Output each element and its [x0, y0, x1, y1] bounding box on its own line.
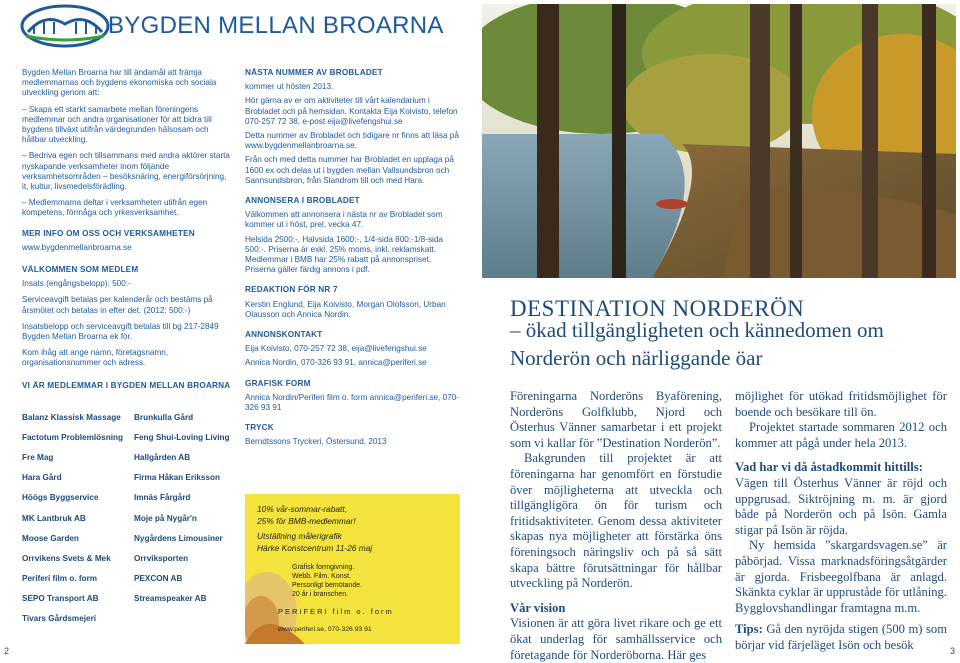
ad-small-4: 20 år i branschen. [292, 591, 349, 598]
more-info-heading: MER INFO OM OSS OCH VERKSAMHETEN [22, 228, 195, 238]
article-column-1 [510, 389, 722, 663]
page-subtitle-1: – ökad tillgängligheten och kännedomen om [510, 318, 884, 342]
list-item [22, 569, 237, 589]
members-heading: VI ÄR MEDLEMMAR I BYGDEN MELLAN BROARNA [22, 380, 231, 390]
next-issue-p3: Detta nummer av Brobladet och tidigare nr finns att läsa på www.bygdenmellanbroarna.se. [245, 131, 459, 151]
lake-forest-photo [482, 4, 956, 278]
article-paragraph: Bakgrunden till projektet är att föreningarna har genomfört en förstudie över möjligheterna att utveckla och tillgängligöra ön för turism och fritidsaktiviteter. Genom dessa aktiviteter skapas nya möjligheter att förstärka öns föreningsoch näringsliv och på så sätt skapa bättre förutsättningar för hållbar utveckling på Norderön. [510, 451, 722, 591]
print-text: Berndtssons Tryckeri, Östersund, 2013 [245, 437, 387, 447]
ad-small-3: Personligt bemötande. [292, 582, 363, 589]
ad-contact-heading: ANNONSKONTAKT [245, 330, 323, 340]
member-name: Balanz Klassisk Massage [22, 412, 121, 422]
advertise-p1: Välkommen att annonsera i nästa nr av Brobladet som kommer ut i höst, prel. vecka 47. [245, 210, 443, 230]
member-name: Fre Mag [22, 452, 54, 462]
article-paragraph: Projektet startade sommaren 2012 och kommer att pågå under hela 2013. [735, 420, 947, 450]
welcome-p3: Insatsbelopp och serviceavgift betalas till bg 217-2849 Bygden Mellan Broarna ek för. [22, 321, 219, 342]
article-paragraph: Ny hemsida ”skargardsvagen.se” är påbörjad. Vissa marknadsföringsåtgärder är gjorda. Frisbeegolfbana är anlagd. Skänkta cyklar är uppruståde för utlåning. Bygglovshandlingar framtagna m.m. [735, 538, 947, 615]
page-title: DESTINATION NORDERÖN [510, 296, 805, 321]
ad-line-4: Härke Konstcentrum 11-26 maj [257, 543, 373, 553]
editorial-heading: REDAKTION FÖR NR 7 [245, 285, 338, 295]
forest-image [482, 4, 956, 278]
vision-heading: Vår vision [510, 600, 566, 615]
member-name: Höögs Byggservice [22, 493, 99, 503]
advertise-heading: ANNONSERA I BROBLADET [245, 196, 360, 206]
ad-line-3: Utställning målerigrafik [257, 531, 342, 541]
welcome-heading: VÄLKOMMEN SOM MEDLEM [22, 265, 139, 275]
next-issue-p2: Hör gärna av er om aktiviteter till vårt kalendarium i Brobladet och på hemsidan. Kontakta Eija Koivisto, telefon 070-257 72 38, e-post eija@livefengshui.se [245, 96, 458, 126]
members-list [22, 407, 237, 629]
ad-line-1: 10% vår-sommar-rabatt, [257, 504, 347, 514]
tips-paragraph [735, 622, 947, 653]
ad-contact-p1: Eija Koivisto, 070-257 72 38, eija@livefengshui.se [245, 344, 427, 354]
ad-contact-p2: Annica Nordin, 070-326 93 91, annica@periferi.se [245, 358, 427, 368]
tips-label: Tips: [735, 622, 763, 637]
print-heading: TRYCK [245, 423, 274, 433]
member-name: Moje på Nygår'n [134, 513, 197, 523]
member-name: Streamspeaker AB [134, 594, 207, 604]
member-name: Hara Gård [22, 473, 62, 483]
member-name: SEPO Transport AB [22, 594, 99, 604]
member-name: Tivars Gårdsmejeri [22, 614, 97, 624]
member-name: Periferi film o. form [22, 574, 98, 584]
welcome-p1: Insats (engångsbelopp): 500:- [22, 279, 131, 289]
page-number-left: 2 [4, 646, 10, 656]
middle-column [245, 68, 460, 452]
article-column-2 [735, 389, 947, 654]
header-title: BYGDEN MELLAN BROARNA [108, 12, 444, 39]
list-item [22, 589, 237, 609]
list-item [22, 407, 237, 427]
bullet-1: – Skapa ett starkt samarbete mellan föreningens medlemmar och andra organisationer för att bidra till bygdens tillväxt utifrån värdegrunden hälsosam och hållbar utveckling. [22, 104, 212, 145]
member-name: MK Lantbruk AB [22, 513, 86, 523]
member-name: Feng Shui-Loving Living [134, 432, 230, 442]
member-name: Nygårdens Limousiner [134, 533, 223, 543]
member-name: Imnäs Fårgård [134, 493, 191, 503]
list-item [22, 508, 237, 528]
bridge-logo-icon [20, 4, 110, 48]
ad-small-1: Grafisk formgivning. [292, 564, 355, 571]
advertise-p2: Helsida 2500:-, Halvsida 1600:-, 1/4-sida 800:-1/8-sida 500:-. Priserna är exkl. 25% moms, inkl. reklamskatt. Medlemmar i BMB har 25% rabatt på annonspriset. Priserna gäller färdig annons i pdf. [245, 234, 443, 275]
editorial-text: Kerstin Englund, Eija Koivisto, Morgan Olofsson, Urban Olausson och Annica Nordin. [245, 299, 446, 319]
page-subtitle-2: Norderön och närliggande öar [510, 346, 763, 370]
next-issue-heading: NÄSTA NUMMER AV BROBLADET [245, 68, 383, 77]
welcome-p2: Serviceavgift betalas per kalenderår och bestäms på årsmötet och betalas in efter det. (2012: 500:-) [22, 295, 213, 315]
list-item [22, 488, 237, 508]
member-name: PEXCON AB [134, 574, 183, 584]
bullet-3: – Medlemmarna deltar i verksamheten utifrån egen kompetens, förmåga och yrkesverksamhet. [22, 198, 208, 218]
graphic-heading: GRAFISK FORM [245, 378, 311, 388]
list-item [22, 548, 237, 568]
member-name: Orrviksporten [134, 553, 189, 563]
ad-small-2: Webb. Film. Konst. [292, 573, 352, 580]
list-item [22, 609, 237, 629]
member-name: Factotum Problemlösning [22, 432, 123, 442]
next-issue-p1: kommer ut hösten 2013. [245, 82, 334, 92]
member-name: Moose Garden [22, 533, 79, 543]
member-name: Firma Håkan Eriksson [134, 473, 221, 483]
more-info-url: www.bygdenmellanbroarna.se [22, 242, 132, 252]
list-item [22, 468, 237, 488]
ad-brand: PERIFERI film o. form [278, 607, 394, 616]
member-name: Orrvikens Svets & Mek [22, 553, 111, 563]
welcome-p4: Kom ihåg att ange namn, företagsnamn, organisationsnummer och adress. [22, 348, 169, 368]
intro-text: Bygden Mellan Broarna har till ändamål att främja medlemmarnas och bygdens ekonomiska och sociala utveckling genom att: [22, 68, 217, 98]
list-item [22, 427, 237, 447]
bullet-2: – Bedriva egen och tillsammans med andra aktörer starta nyskapande verksamheter inom följande verksamhetsområden – besöksnäring, energiförsörjning, it, kultur, livsmedelsförädling. [22, 151, 230, 192]
next-issue-p4: Från och med detta nummer har Brobladet en upplaga på 1600 ex och delas ut i bygden mellan Vallsundsbron och Sannsundsbron, från Slandrom till och med Hara. [245, 155, 454, 185]
tips-text: Gå den nyröjda stigen (500 m) som börjar vid färjeläget Isön och besök [735, 622, 947, 652]
page-number-right: 3 [950, 646, 956, 656]
member-name: Brunkulla Gård [134, 412, 194, 422]
article-paragraph: Föreningarna Norderöns Byaförening, Norderöns Golfklubb, Njord och Österhus Vänner samarbetar i ett projekt som vi kallar för ”Destination Norderön”. [510, 389, 722, 450]
periferi-advertisement [245, 494, 460, 644]
article-paragraph: Vägen till Österhus Vänner är röjd och uppgrusad. Siktröjning m. m. är gjord både på Norderön och på Isön. Gamla stigar på Isön är röjda. [735, 475, 947, 537]
list-item [22, 447, 237, 467]
list-item [22, 528, 237, 548]
progress-heading: Vad har vi då åstadkommit hittills: [735, 460, 923, 475]
article-paragraph: Visionen är att göra livet rikare och ge ett ökat underlag för samhällsservice och företagande för Norderöborna. Här ges [510, 616, 722, 662]
graphic-text: Annica Nordin/Periferi film o. form annica@periferi.se, 070-326 93 91 [245, 392, 459, 413]
article-paragraph: möjlighet för utökad fritidsmöjlighet för boende och besökare till ön. [735, 389, 947, 419]
ad-web: www.periferi.se, 070-326 93 91 [278, 626, 372, 633]
ad-line-2: 25% för BMB-medlemmar! [257, 516, 356, 526]
left-column [22, 68, 232, 395]
member-name: Hallgården AB [134, 452, 191, 462]
